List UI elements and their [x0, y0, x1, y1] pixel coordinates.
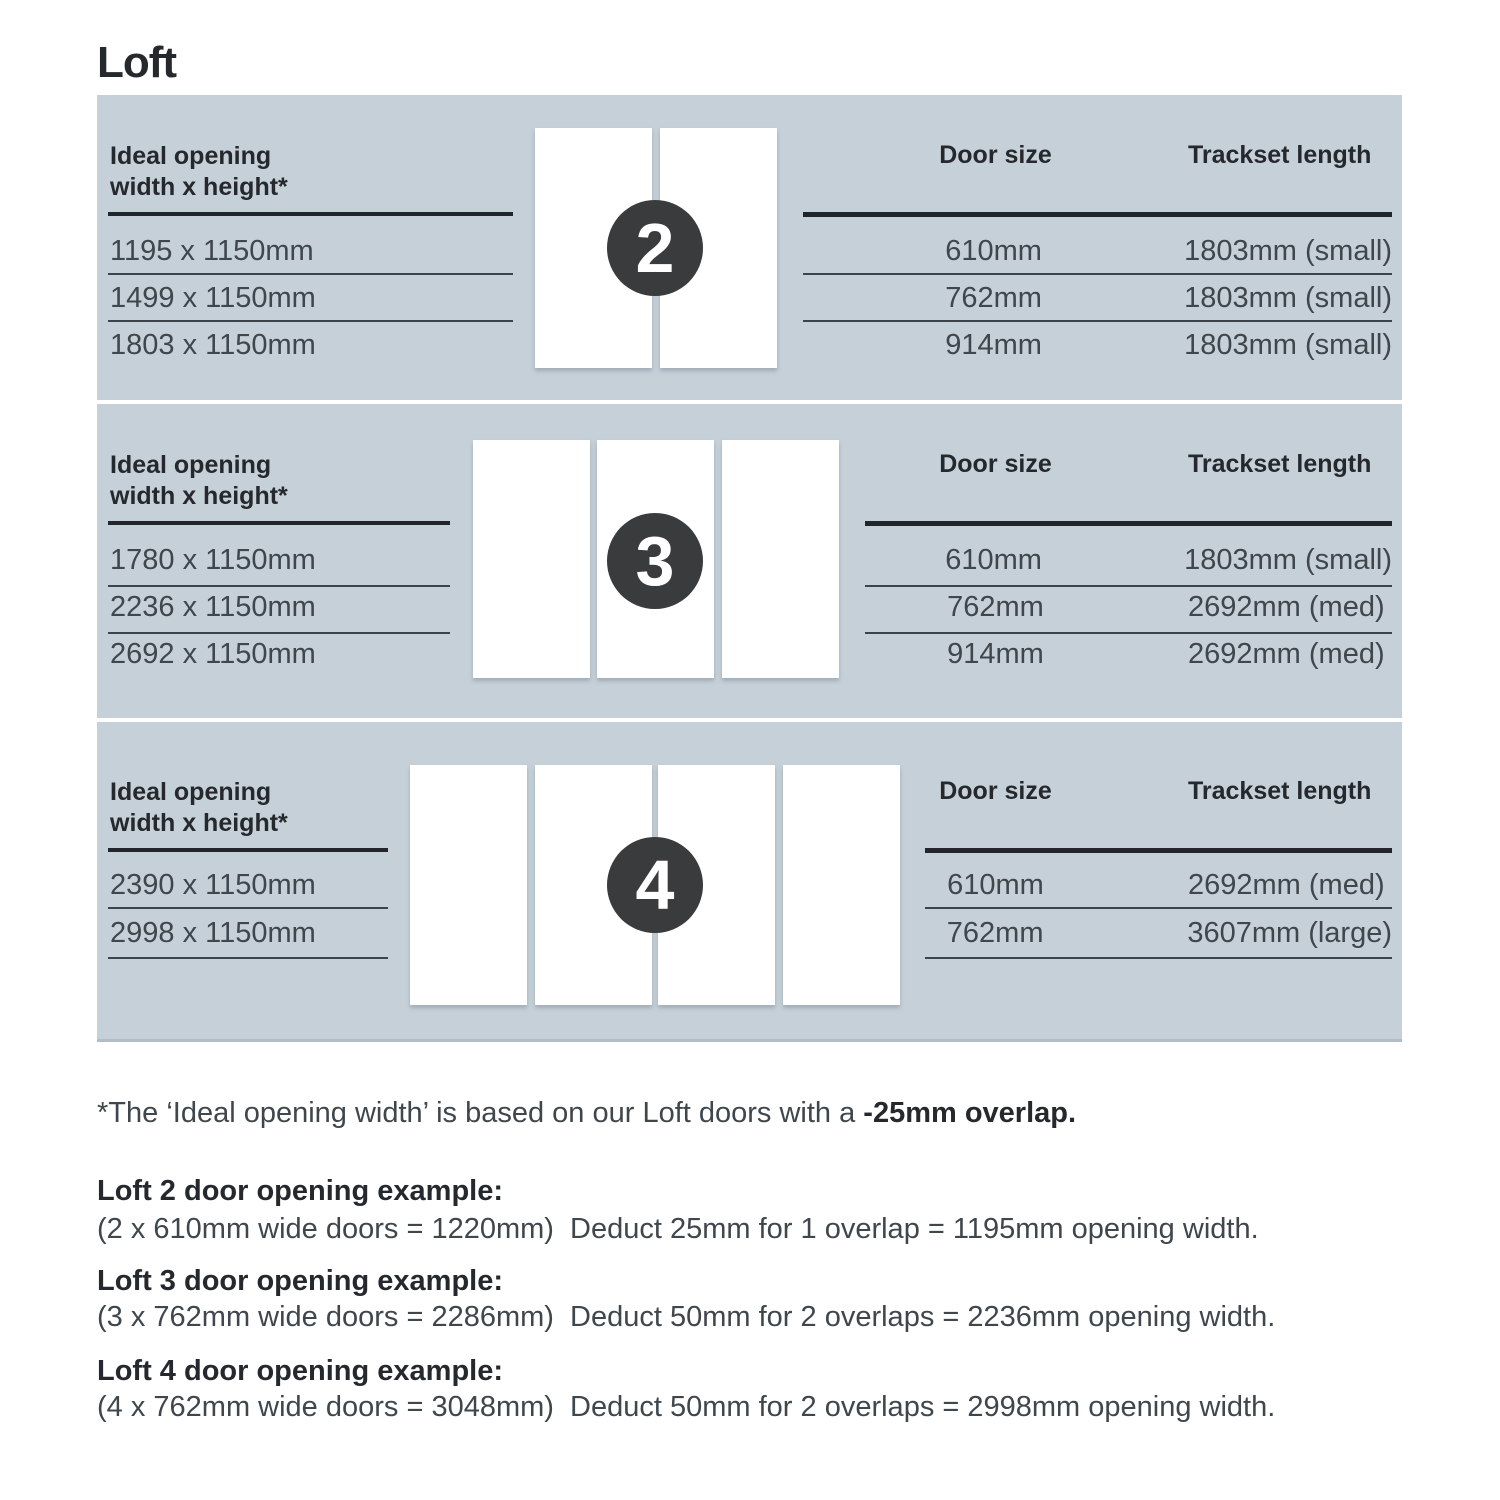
opening-header-line1: Ideal opening: [110, 778, 272, 806]
opening-header-line1: Ideal opening: [110, 142, 272, 170]
example-body: (3 x 762mm wide doors = 2286mm) Deduct 50mm for 2 overlaps = 2236mm opening width.: [97, 1301, 1276, 1333]
opening-size-table: [108, 404, 450, 718]
opening-value: 1499 x 1150mm: [110, 282, 316, 314]
example-title: Loft 2 door opening example:: [97, 1175, 504, 1207]
example-body: (4 x 762mm wide doors = 3048mm) Deduct 50mm for 2 overlaps = 2998mm opening width.: [97, 1391, 1276, 1423]
door-size-value: 610mm: [947, 868, 1044, 901]
row-divider: [803, 273, 1392, 275]
door-size-header: Door size: [939, 141, 1052, 169]
row-divider: [865, 632, 1392, 634]
table-row: [108, 631, 450, 678]
header-rule: [108, 848, 388, 852]
opening-size-table: [108, 722, 388, 1042]
footnote-text: *The ‘Ideal opening width’ is based on our Loft doors with a: [97, 1097, 864, 1129]
opening-header: [110, 450, 288, 512]
trackset-header: Trackset length: [1188, 141, 1372, 169]
header-rule: [925, 848, 1392, 853]
opening-value: 1780 x 1150mm: [110, 544, 316, 576]
opening-size-table: [108, 95, 513, 400]
door-panel: [410, 765, 527, 1005]
loft-4-door-section: [97, 722, 1402, 1042]
table-row: [108, 861, 388, 909]
row-divider: [108, 632, 450, 634]
row-divider: [925, 907, 1392, 909]
example-title: Loft 3 door opening example:: [97, 1265, 504, 1297]
table-row: [803, 861, 1392, 909]
notes-block: [97, 1095, 1437, 1425]
trackset-value: 2692mm (med): [1188, 591, 1385, 623]
door-size-trackset-table: [803, 722, 1392, 1042]
table-row: [108, 228, 513, 275]
door-size-trackset-table: [803, 404, 1392, 718]
page-title: Loft: [97, 38, 177, 87]
opening-header: [110, 141, 288, 203]
door-size-value: 762mm: [947, 591, 1044, 623]
table-row: [803, 909, 1392, 957]
opening-value: 2692 x 1150mm: [110, 638, 316, 670]
door-count-badge: 2: [607, 200, 703, 296]
table-row: [803, 228, 1392, 275]
trackset-value: 1803mm (small): [1184, 235, 1392, 267]
trackset-header: Trackset length: [1188, 450, 1372, 478]
opening-header-line2: width x height*: [110, 173, 288, 201]
row-divider: [108, 320, 513, 322]
table-row: [108, 909, 388, 957]
overlap-footnote: [97, 1095, 1437, 1131]
table-row: [803, 631, 1392, 678]
table-row: [108, 275, 513, 322]
trackset-value: 1803mm (small): [1184, 329, 1392, 361]
trackset-header: Trackset length: [1188, 777, 1372, 805]
opening-header-line1: Ideal opening: [110, 451, 272, 479]
door-count-badge: 4: [607, 837, 703, 933]
trackset-value: 1803mm (small): [1184, 282, 1392, 314]
opening-value: 2390 x 1150mm: [110, 868, 316, 901]
door-size-value: 914mm: [947, 638, 1044, 670]
opening-value: 2998 x 1150mm: [110, 916, 316, 949]
header-rule: [803, 212, 1392, 217]
opening-header: [110, 777, 288, 839]
row-divider: [108, 907, 388, 909]
footnote-bold: -25mm overlap.: [863, 1097, 1077, 1129]
door-size-value: 610mm: [945, 544, 1042, 576]
door-size-trackset-table: [803, 95, 1392, 400]
row-divider: [865, 585, 1392, 587]
loft-3-door-section: [97, 404, 1402, 718]
table-row: [108, 537, 450, 584]
table-row: [803, 584, 1392, 631]
example-body: (2 x 610mm wide doors = 1220mm) Deduct 25mm for 1 overlap = 1195mm opening width.: [97, 1213, 1259, 1245]
header-rule: [865, 521, 1392, 526]
loft-sizing-panel: [97, 95, 1402, 1042]
opening-header-line2: width x height*: [110, 482, 288, 510]
header-rule: [108, 212, 513, 216]
opening-value: 2236 x 1150mm: [110, 591, 316, 623]
door-size-value: 762mm: [945, 282, 1042, 314]
row-divider: [803, 320, 1392, 322]
opening-value: 1195 x 1150mm: [110, 235, 314, 267]
door-size-value: 762mm: [946, 916, 1044, 949]
door-size-value: 914mm: [945, 329, 1042, 361]
table-row: [108, 584, 450, 631]
row-divider: [108, 585, 450, 587]
door-count-badge: 3: [607, 513, 703, 609]
door-size-value: 610mm: [945, 235, 1042, 267]
trackset-value: 2692mm (med): [1188, 638, 1385, 670]
table-row: [803, 322, 1392, 369]
trackset-value: 2692mm (med): [1188, 868, 1385, 901]
row-divider: [108, 273, 513, 275]
row-divider: [108, 957, 388, 959]
door-panel: [473, 440, 590, 678]
row-divider: [925, 957, 1392, 959]
trackset-value: 1803mm (small): [1184, 544, 1392, 576]
header-rule: [108, 521, 450, 525]
table-row: [803, 275, 1392, 322]
example-title: Loft 4 door opening example:: [97, 1355, 504, 1387]
door-size-header: Door size: [939, 777, 1052, 805]
door-size-header: Door size: [939, 450, 1052, 478]
opening-header-line2: width x height*: [110, 809, 288, 837]
table-row: [803, 537, 1392, 584]
opening-value: 1803 x 1150mm: [110, 329, 316, 361]
trackset-value: 3607mm (large): [1187, 916, 1392, 949]
loft-2-door-section: [97, 95, 1402, 400]
table-row: [108, 322, 513, 369]
